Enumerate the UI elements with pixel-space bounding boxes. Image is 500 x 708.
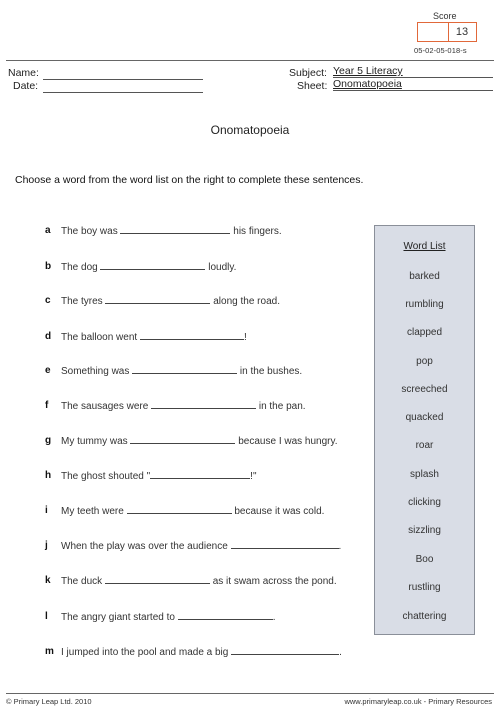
name-field[interactable] bbox=[43, 68, 203, 80]
sentence-text-before: My tummy was bbox=[61, 436, 131, 447]
sentence-text-after: because it was cold. bbox=[231, 506, 325, 517]
sentence-text-before: The ghost shouted " bbox=[61, 471, 151, 482]
footer-website: www.primaryleap.co.uk - Primary Resources bbox=[344, 697, 492, 706]
sentence-text bbox=[61, 575, 337, 587]
sentence-letter: a bbox=[45, 225, 51, 236]
sentence-text bbox=[61, 400, 306, 412]
sentence-letter: h bbox=[45, 470, 52, 481]
word-list-item: clicking bbox=[408, 497, 441, 508]
sentence-text-before: The balloon went bbox=[61, 332, 140, 343]
sentence-text-before: Something was bbox=[61, 366, 133, 377]
sentence-text-after: in the pan. bbox=[256, 401, 306, 412]
sentence-text bbox=[61, 505, 324, 517]
page-title: Onomatopoeia bbox=[210, 123, 290, 137]
sentence-letter: f bbox=[45, 400, 49, 411]
score-blank-cell bbox=[418, 23, 449, 41]
sentence-letter: l bbox=[45, 611, 48, 622]
word-list-item: barked bbox=[409, 271, 440, 282]
sentence-text-after: his fingers. bbox=[230, 226, 282, 237]
answer-blank[interactable] bbox=[150, 470, 250, 479]
sentence-text-after: because I was hungry. bbox=[235, 436, 338, 447]
answer-blank[interactable] bbox=[231, 646, 339, 655]
sentence-text-after: . bbox=[339, 647, 342, 658]
sentence-text bbox=[61, 331, 247, 343]
sentence-text bbox=[61, 225, 282, 237]
word-list-item: screeched bbox=[401, 384, 448, 395]
word-list-item: quacked bbox=[405, 412, 444, 423]
sentence-text-before: The boy was bbox=[61, 226, 121, 237]
sentence-text bbox=[61, 261, 236, 273]
score-box bbox=[417, 22, 477, 42]
word-list-item: rustling bbox=[408, 582, 441, 593]
sentence-letter: m bbox=[45, 646, 54, 657]
sentence-text-before: The angry giant started to bbox=[61, 612, 178, 623]
answer-blank[interactable] bbox=[130, 435, 235, 444]
word-list-panel bbox=[374, 225, 475, 635]
sentence-letter: e bbox=[45, 365, 51, 376]
sentence-text-before: My teeth were bbox=[61, 506, 127, 517]
sentence-letter: i bbox=[45, 505, 48, 516]
sentence-text-after: as it swam across the pond. bbox=[209, 576, 337, 587]
sentence-text-after: ! bbox=[243, 332, 247, 343]
sentence-text bbox=[61, 611, 276, 623]
answer-blank[interactable] bbox=[100, 261, 205, 270]
answer-blank[interactable] bbox=[105, 575, 210, 584]
top-divider bbox=[6, 60, 494, 61]
word-list-item: clapped bbox=[406, 327, 443, 338]
sentence-text bbox=[61, 540, 341, 552]
sheet-label: Sheet: bbox=[297, 80, 328, 92]
answer-blank[interactable] bbox=[140, 331, 244, 340]
footer-copyright: © Primary Leap Ltd. 2010 bbox=[6, 697, 92, 706]
sentence-letter: j bbox=[45, 540, 48, 551]
sentence-text bbox=[61, 435, 338, 447]
word-list-item: roar bbox=[415, 440, 434, 451]
answer-blank[interactable] bbox=[132, 365, 237, 374]
word-list-item: splash bbox=[410, 469, 439, 480]
instruction-text: Choose a word from the word list on the right to complete these sentences. bbox=[15, 174, 364, 186]
sentence-text bbox=[61, 295, 280, 307]
sentence-text-after: . bbox=[338, 541, 342, 552]
sentence-letter: c bbox=[45, 295, 51, 306]
sentence-text bbox=[61, 646, 342, 658]
sentence-text-after: in the bushes. bbox=[237, 366, 303, 377]
sentence-text-after: . bbox=[272, 612, 276, 623]
answer-blank[interactable] bbox=[120, 225, 230, 234]
answer-blank[interactable] bbox=[105, 295, 210, 304]
name-label: Name: bbox=[8, 67, 39, 79]
answer-blank[interactable] bbox=[127, 505, 232, 514]
answer-blank[interactable] bbox=[151, 400, 256, 409]
sentence-letter: b bbox=[45, 261, 52, 272]
score-label: Score bbox=[433, 11, 457, 21]
word-list-item: pop bbox=[416, 356, 433, 367]
sentence-text-after: loudly. bbox=[205, 262, 237, 273]
sentence-text-after: along the road. bbox=[210, 296, 280, 307]
sentence-text-before: The sausages were bbox=[61, 401, 152, 412]
word-list-title: Word List bbox=[403, 241, 446, 252]
date-field[interactable] bbox=[43, 81, 203, 93]
sentence-text-before: The duck bbox=[61, 576, 105, 587]
sentence-text-before: The dog bbox=[61, 262, 101, 273]
sentence-text-before: When the play was over the audience bbox=[61, 541, 231, 552]
subject-value: Year 5 Literacy bbox=[333, 66, 493, 78]
sheet-value: Onomatopoeia bbox=[333, 79, 493, 91]
sheet-code: 05-02-05-018-s bbox=[414, 46, 467, 55]
word-list-item: rumbling bbox=[405, 299, 444, 310]
sentence-text-before: The tyres bbox=[61, 296, 106, 307]
sentence-text bbox=[61, 365, 302, 377]
sentence-letter: g bbox=[45, 435, 52, 446]
answer-blank[interactable] bbox=[178, 611, 273, 620]
sentence-letter: k bbox=[45, 575, 51, 586]
subject-label: Subject: bbox=[289, 67, 327, 79]
word-list-item: Boo bbox=[415, 554, 434, 565]
score-value: 13 bbox=[455, 26, 469, 38]
sentence-letter: d bbox=[45, 331, 52, 342]
sentence-text-before: I jumped into the pool and made a big bbox=[61, 647, 232, 658]
word-list-item: sizzling bbox=[408, 525, 441, 536]
sentence-text-after: !" bbox=[250, 471, 257, 482]
answer-blank[interactable] bbox=[231, 540, 339, 549]
sentence-text bbox=[61, 470, 257, 482]
date-label: Date: bbox=[13, 80, 39, 92]
bottom-divider bbox=[6, 693, 494, 694]
word-list-item: chattering bbox=[402, 611, 447, 622]
